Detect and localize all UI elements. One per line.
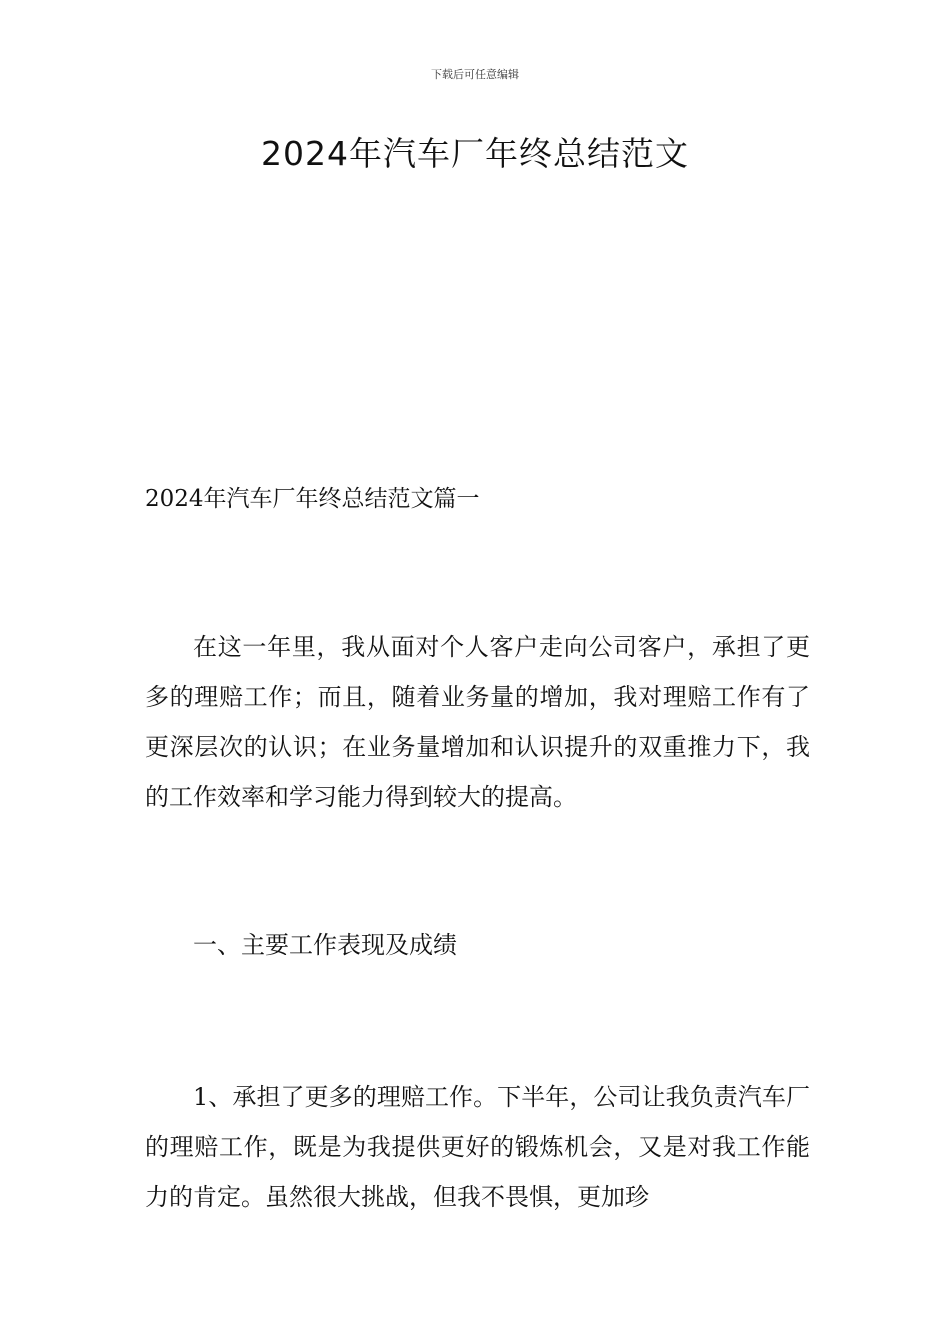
header-note: 下载后可任意编辑 bbox=[431, 68, 519, 81]
paragraph-intro: 在这一年里，我从面对个人客户走向公司客户，承担了更多的理赔工作；而且，随着业务量的增加，我对理赔工作有了更深层次的认识；在业务量增加和认识提升的双重推力下，我的工作效率和学习能力得到较大的提高。 bbox=[145, 633, 810, 811]
document-title: 2024年汽车厂年终总结范文 bbox=[261, 134, 689, 173]
document-subtitle: 2024年汽车厂年终总结范文篇一 bbox=[145, 486, 480, 512]
section-heading: 一、主要工作表现及成绩 bbox=[193, 931, 457, 959]
paragraph-item-1: 1、承担了更多的理赔工作。下半年，公司让我负责汽车厂的理赔工作，既是为我提供更好的锻炼机会，又是对我工作能力的肯定。虽然很大挑战，但我不畏惧，更加珍 bbox=[145, 1083, 810, 1211]
